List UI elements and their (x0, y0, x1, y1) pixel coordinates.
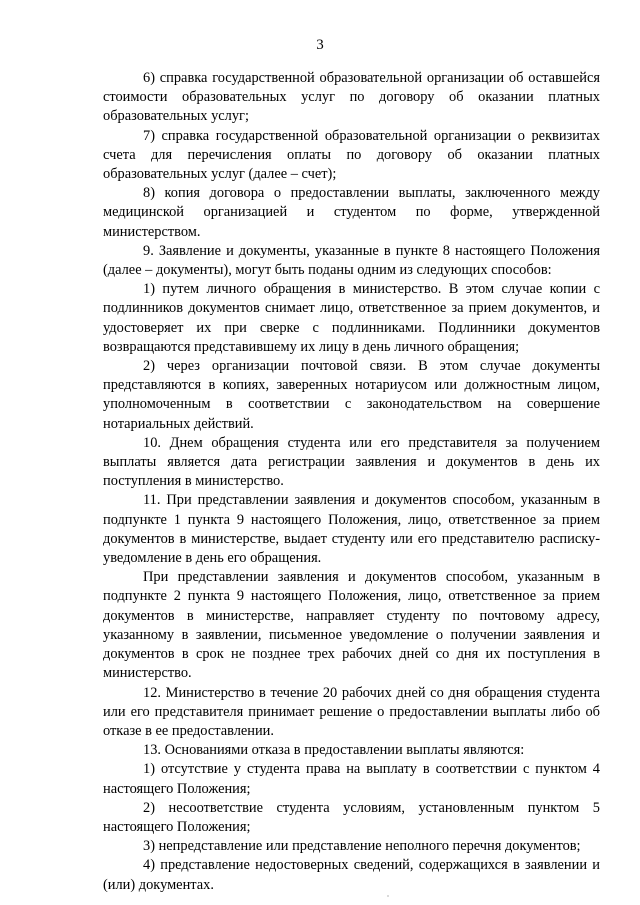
paragraph-clause-9-item-2: 2) через организации почтовой связи. В этом случае документы представляются в копиях, заверенных нотариусом или должностным лицом, уполномоченным в соответствии с законодательством на совершение нотариальных действий. (103, 358, 600, 432)
paragraph-clause-9: 9. Заявление и документы, указанные в пункте 8 настоящего Положения (далее – документы), могут быть поданы одним из следующих способов: (103, 242, 600, 279)
paragraph-clause-11: 11. При представлении заявления и документов способом, указанным в подпункте 1 пункта 9 настоящего Положения, лицо, ответственное за прием документов в министерстве, выдает студенту или его представителю расписку-уведомление в день его обращения. (103, 492, 600, 567)
document-body (103, 69, 600, 895)
paragraph-clause-13-item-1: 1) отсутствие у студента права на выплату в соответствии с пунктом 4 настоящего Положения; (103, 761, 600, 797)
paragraph-clause-13-item-4: 4) представление недостоверных сведений, содержащихся в заявлении и (или) документах. (103, 857, 600, 893)
paragraph-clause-11-part-2: При представлении заявления и документов способом, указанным в подпункте 2 пункта 9 настоящего Положения, лицо, ответственное за прием документов в министерстве, направляет студенту по почтовому адресу, указанному в заявлении, письменное уведомление о получении заявления и документов в срок не позднее трех рабочих дней со дня их поступления в министерство. (103, 569, 600, 682)
paragraph-clause-9-item-1: 1) путем личного обращения в министерство. В этом случае копии с подлинников документов снимает лицо, ответственное за прием документов, и удостоверяет их при сверке с подлинниками. Подлинники документов возвращаются представившему их лицу в день личного обращения; (103, 281, 600, 355)
page-number: 3 (316, 37, 324, 53)
paragraph-clause-10: 10. Днем обращения студента или его представителя за получением выплаты является дата регистрации заявления и документов в день их поступления в министерство. (103, 434, 600, 490)
paragraph-item-8: 8) копия договора о предоставлении выплаты, заключенного между медицинской организацией и студентом по форме, утвержденной министерством. (103, 185, 600, 240)
paragraph-item-6: 6) справка государственной образовательной организации об оставшейся стоимости образовательных услуг по договору об оказании платных образовательных услуг; (103, 70, 600, 125)
paragraph-clause-13-item-2: 2) несоответствие студента условиям, установленным пунктом 5 настоящего Положения; (103, 799, 600, 835)
paragraph-clause-12: 12. Министерство в течение 20 рабочих дней со дня обращения студента или его представителя принимает решение о предоставлении выплаты либо об отказе в ее предоставлении. (103, 684, 600, 739)
paragraph-clause-13: 13. Основаниями отказа в предоставлении выплаты являются: (143, 742, 525, 759)
paragraph-item-7: 7) справка государственной образовательной организации о реквизитах счета для перечисления оплаты по договору об оказании платных образовательных услуг (далее – счет); (103, 127, 600, 183)
paragraph-clause-13-item-3: 3) непредставление или представление неполного перечня документов; (143, 838, 581, 855)
scan-speck (387, 895, 389, 897)
